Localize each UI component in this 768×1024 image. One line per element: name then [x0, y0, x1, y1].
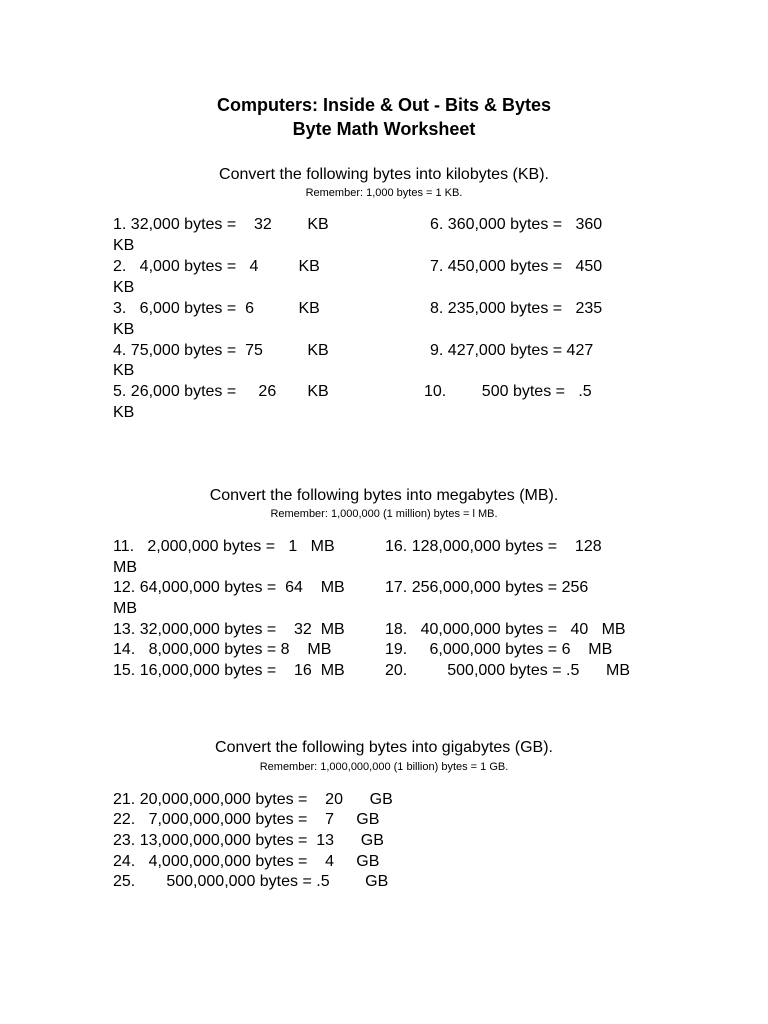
kb-line-9-right: 10. 500 bytes = .5	[424, 383, 592, 400]
kb-line-7-left: 4. 75,000 bytes = 75 KB	[113, 342, 329, 359]
mb-line-7-left: 15. 16,000,000 bytes = 16 MB	[113, 662, 345, 679]
mb-line-6-right: 19. 6,000,000 bytes = 6 MB	[385, 641, 613, 658]
gb-line-1: 21. 20,000,000,000 bytes = 20 GB	[113, 791, 393, 808]
gb-reminder: Remember: 1,000,000,000 (1 billion) bytes = 1 GB.	[259, 761, 509, 773]
kb-line-5-right: 8. 235,000 bytes = 235	[430, 300, 603, 317]
mb-line-1-left: 11. 2,000,000 bytes = 1 MB	[113, 538, 335, 555]
gb-line-3: 23. 13,000,000,000 bytes = 13 GB	[113, 832, 384, 849]
kb-line-3-right: 7. 450,000 bytes = 450	[430, 258, 603, 275]
gb-section-heading: Convert the following bytes into gigabytes (GB).	[215, 739, 553, 756]
mb-line-5-left: 13. 32,000,000 bytes = 32 MB	[113, 621, 345, 638]
kb-line-5-left: 3. 6,000 bytes = 6 KB	[113, 300, 320, 317]
kb-line-7-right: 9. 427,000 bytes = 427	[430, 342, 594, 359]
worksheet-subtitle: Byte Math Worksheet	[292, 119, 476, 139]
gb-line-4: 24. 4,000,000,000 bytes = 4 GB	[113, 853, 380, 870]
kb-section-heading: Convert the following bytes into kilobytes (KB).	[219, 166, 549, 183]
mb-line-1-right: 16. 128,000,000 bytes = 128	[385, 538, 602, 555]
worksheet-title: Computers: Inside & Out - Bits & Bytes	[216, 95, 552, 115]
kb-reminder: Remember: 1,000 bytes = 1 KB.	[305, 187, 463, 199]
mb-line-6-left: 14. 8,000,000 bytes = 8 MB	[113, 641, 332, 658]
gb-line-5: 25. 500,000,000 bytes = .5 GB	[113, 873, 389, 890]
kb-line-4-left: KB	[113, 279, 135, 296]
mb-line-5-right: 18. 40,000,000 bytes = 40 MB	[385, 621, 626, 638]
mb-line-3-left: 12. 64,000,000 bytes = 64 MB	[113, 579, 345, 596]
kb-line-2-left: KB	[113, 237, 135, 254]
kb-line-1-right: 6. 360,000 bytes = 360	[430, 216, 603, 233]
kb-line-9-left: 5. 26,000 bytes = 26 KB	[113, 383, 329, 400]
kb-line-1-left: 1. 32,000 bytes = 32 KB	[113, 216, 329, 233]
kb-line-6-left: KB	[113, 321, 135, 338]
mb-line-2-left: MB	[113, 559, 137, 576]
kb-line-8-left: KB	[113, 362, 135, 379]
gb-line-2: 22. 7,000,000,000 bytes = 7 GB	[113, 811, 380, 828]
mb-line-4-left: MB	[113, 600, 137, 617]
kb-line-10-left: KB	[113, 404, 135, 421]
mb-line-7-right: 20. 500,000 bytes = .5 MB	[385, 662, 631, 679]
kb-line-3-left: 2. 4,000 bytes = 4 KB	[113, 258, 320, 275]
mb-section-heading: Convert the following bytes into megabytes (MB).	[209, 487, 559, 504]
mb-reminder: Remember: 1,000,000 (1 million) bytes = l MB.	[270, 508, 498, 520]
mb-line-3-right: 17. 256,000,000 bytes = 256	[385, 579, 589, 596]
